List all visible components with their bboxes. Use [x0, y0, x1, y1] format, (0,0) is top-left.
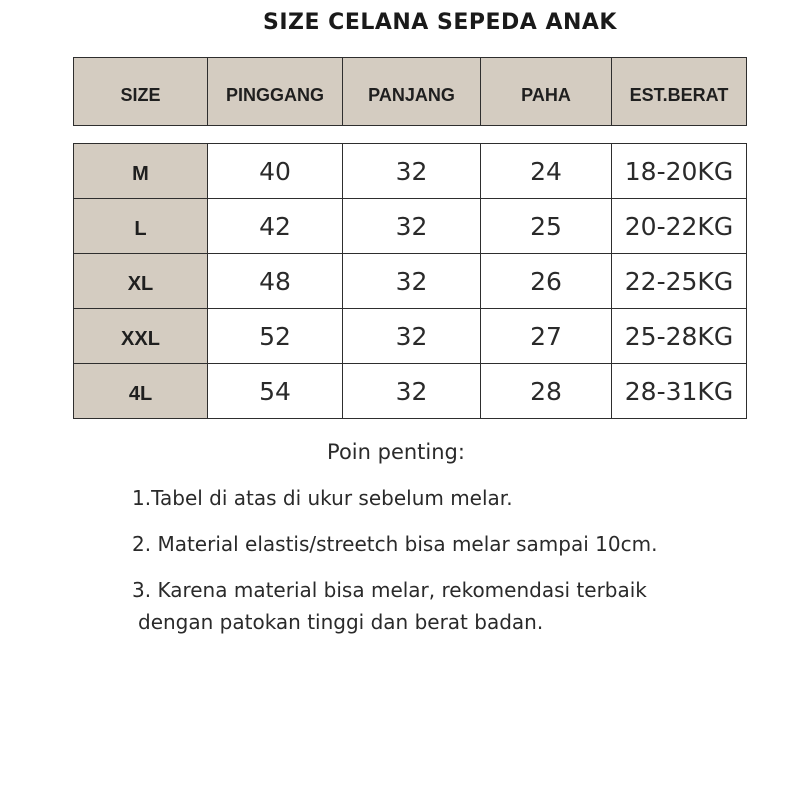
est-berat-value: 25-28KG: [612, 309, 747, 364]
pinggang-value: 48: [208, 254, 343, 309]
notes-heading: Poin penting:: [327, 440, 465, 464]
header-size: SIZE: [74, 58, 208, 126]
paha-value: 25: [481, 199, 612, 254]
est-berat-value: 20-22KG: [612, 199, 747, 254]
panjang-value: 32: [343, 254, 481, 309]
size-label: M: [74, 144, 208, 199]
est-berat-value: 22-25KG: [612, 254, 747, 309]
est-berat-value: 28-31KG: [612, 364, 747, 419]
table-row: [74, 364, 747, 419]
paha-value: 27: [481, 309, 612, 364]
est-berat-value: 18-20KG: [612, 144, 747, 199]
paha-value: 26: [481, 254, 612, 309]
panjang-value: 32: [343, 309, 481, 364]
size-table-header: [73, 57, 747, 126]
pinggang-value: 40: [208, 144, 343, 199]
note-line: dengan patokan tinggi dan berat badan.: [138, 610, 544, 634]
note-line: 3. Karena material bisa melar, rekomendasi terbaik: [132, 578, 647, 602]
header-row: [74, 58, 747, 126]
table-row: [74, 144, 747, 199]
panjang-value: 32: [343, 144, 481, 199]
header-est-berat: EST.BERAT: [612, 58, 747, 126]
header-paha: PAHA: [481, 58, 612, 126]
page-title: SIZE CELANA SEPEDA ANAK: [263, 10, 617, 35]
note-item: 1.Tabel di atas di ukur sebelum melar.: [132, 486, 513, 510]
header-panjang: PANJANG: [343, 58, 481, 126]
size-table-body: [73, 143, 747, 419]
panjang-value: 32: [343, 199, 481, 254]
pinggang-value: 54: [208, 364, 343, 419]
pinggang-value: 42: [208, 199, 343, 254]
table-row: [74, 254, 747, 309]
paha-value: 28: [481, 364, 612, 419]
pinggang-value: 52: [208, 309, 343, 364]
table-row: [74, 199, 747, 254]
table-row: [74, 309, 747, 364]
size-label: 4L: [74, 364, 208, 419]
paha-value: 24: [481, 144, 612, 199]
header-pinggang: PINGGANG: [208, 58, 343, 126]
note-item: [132, 574, 647, 638]
size-label: XXL: [74, 309, 208, 364]
note-item: 2. Material elastis/streetch bisa melar sampai 10cm.: [132, 532, 658, 556]
size-label: L: [74, 199, 208, 254]
panjang-value: 32: [343, 364, 481, 419]
size-label: XL: [74, 254, 208, 309]
